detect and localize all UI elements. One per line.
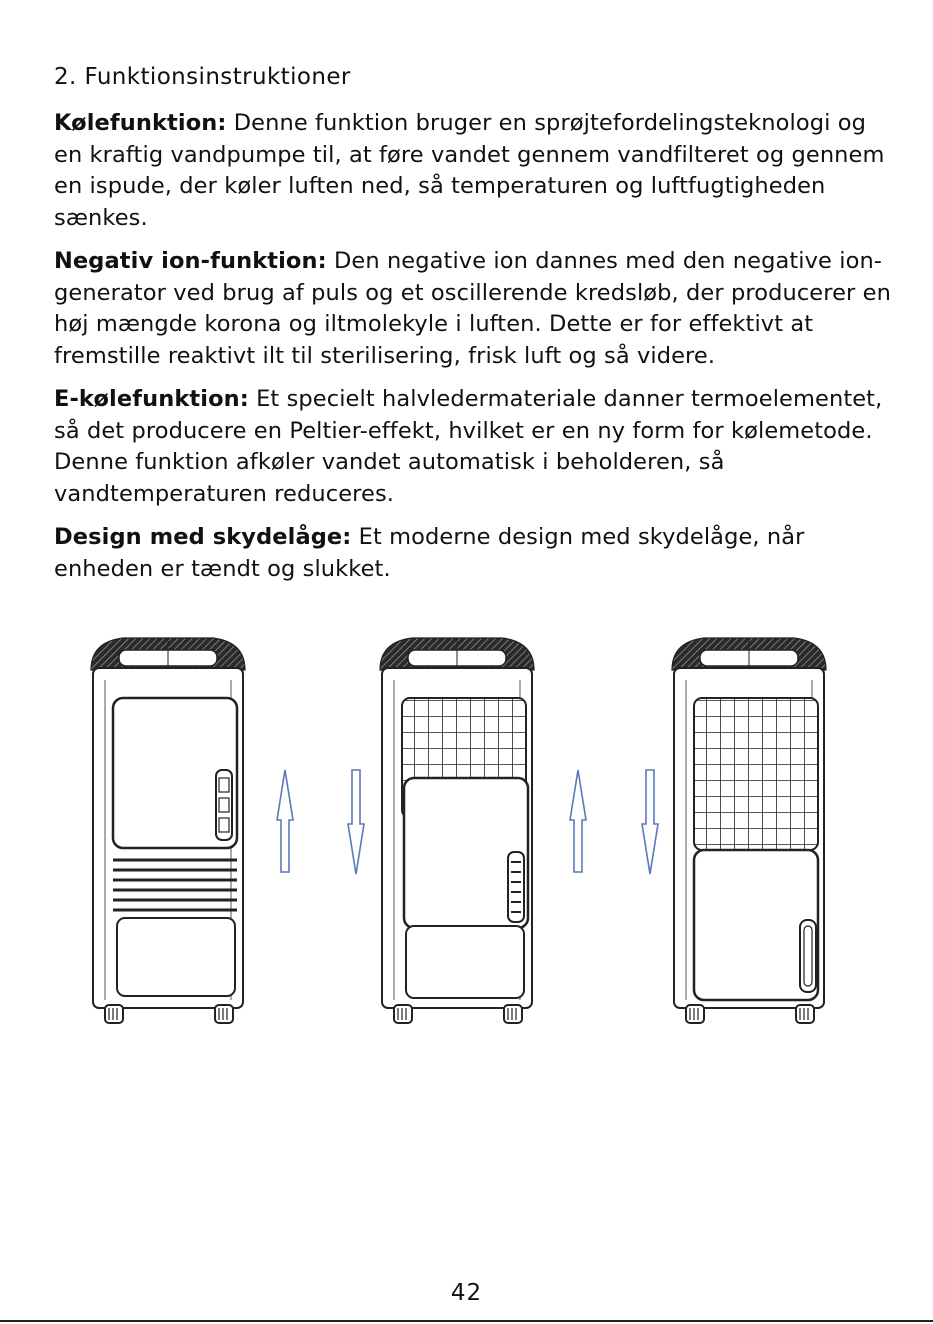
paragraph-text: Et specielt halvledermateriale danner termoelementet, så det producere en Peltier-effekt, hvilket er en ny form for kølemetode. Denne funktion afkøler vandet automatisk i beholderen, så vandtemperaturen reduceres. bbox=[54, 386, 883, 507]
paragraph-title: E-kølefunktion: bbox=[54, 386, 249, 412]
paragraph-text: Denne funktion bruger en sprøjtefordelingsteknologi og en kraftig vandpumpe til, at føre vandet gennem vandfilteret og gennem en ispude, der køler luften ned, så temperaturen og luftfugtigheden sænkes. bbox=[54, 110, 885, 231]
paragraph-text: Et moderne design med skydelåge, når enheden er tændt og slukket. bbox=[54, 524, 805, 582]
cooler-unit-open bbox=[672, 638, 826, 1023]
paragraph-negative-ion bbox=[54, 246, 894, 372]
cooler-unit-half-open bbox=[380, 638, 534, 1023]
up-arrow-icon bbox=[277, 770, 293, 872]
paragraph-cooling bbox=[54, 108, 894, 234]
page-number: 42 bbox=[450, 1280, 483, 1306]
paragraph-title: Kølefunktion: bbox=[54, 110, 227, 136]
paragraph-text: Den negative ion dannes med den negative ion-generator ved brug af puls og et oscillerende kredsløb, der producerer en høj mængde korona og iltmolekyle i luften. Dette er for effektivt at fremstille reaktivt ilt til sterilisering, frisk luft og så videre. bbox=[54, 248, 891, 369]
paragraph-title: Design med skydelåge: bbox=[54, 524, 352, 550]
down-arrow-icon bbox=[348, 770, 364, 874]
up-arrow-icon bbox=[570, 770, 586, 872]
paragraph-title: Negativ ion-funktion: bbox=[54, 248, 327, 274]
section-heading: 2. Funktionsinstruktioner bbox=[54, 64, 351, 90]
paragraph-sliding-door bbox=[54, 522, 894, 585]
air-cooler-door-illustration bbox=[0, 620, 933, 1050]
cooler-unit-closed bbox=[91, 638, 245, 1023]
paragraph-e-cooling bbox=[54, 384, 894, 510]
page-divider bbox=[0, 1320, 933, 1322]
down-arrow-icon bbox=[642, 770, 658, 874]
